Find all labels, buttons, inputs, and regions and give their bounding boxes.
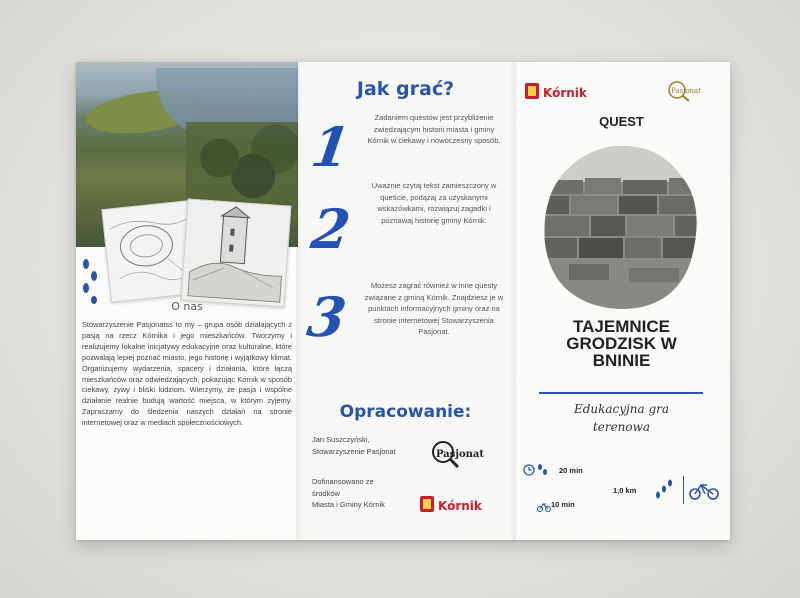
pasjonat-logo-text: Pasjonat bbox=[436, 449, 485, 460]
title-line-2: GRODZISK W bbox=[566, 334, 677, 353]
panel-middle bbox=[298, 62, 513, 540]
about-text: Stowarzyszenie Pasjonatss to my – grupa osób działających z pasją na rzecz Kórnika i jego mieszkańców. Tworzymy i realizujemy lokalne inicjatywy edukacyjne oraz kulturalne, które pozwalają lepiej poznać miasto, jego historię i wyjątkowy klimat. Organizujemy wydarzenia, spacery i działania, które łączą mieszkańców oraz odwiedzających, pokazując Kórnik w sposób ciekawy, żywy i bliski ludziom. Wierzymy, że pasja i wspólne działanie realnie budują wartość miejsca, w którym żyjemy. Zapraszamy do śledzenia naszych działań na stronie internetowej oraz w mediach społecznościowych. bbox=[82, 320, 292, 428]
step-text-1: Zadaniem questów jest przybliżenie zwiedzającym historii miasta i gminy Kórnik w ciekawy i nowoczesny sposób. bbox=[367, 113, 501, 146]
fold-shadow-left bbox=[296, 62, 302, 540]
panel-right bbox=[513, 62, 730, 540]
stone-wall-photo bbox=[539, 142, 703, 312]
kornik-logo-top bbox=[525, 80, 595, 102]
walk-time: 20 min bbox=[559, 466, 583, 475]
quest-label: QUEST bbox=[599, 114, 644, 129]
tower-sketch bbox=[181, 198, 292, 307]
main-title bbox=[513, 318, 730, 369]
subtitle bbox=[533, 400, 710, 436]
panel-left bbox=[76, 62, 298, 540]
subtitle-line-2: terenowa bbox=[592, 420, 651, 434]
kornik-logo-text: Kórnik bbox=[438, 499, 482, 513]
step-number-2: 2 bbox=[307, 197, 355, 261]
bike-time: 10 min bbox=[551, 500, 575, 509]
step-number-3: 3 bbox=[303, 285, 351, 349]
kornik-logo bbox=[420, 494, 490, 514]
step-text-3: Możesz zagrać również w inne questy związane z gminą Kórnik. Znajdziesz je w punktach informacyjnych gminy oraz na stronie internetowej Stowarzyszenia Pasjonat. bbox=[364, 281, 504, 337]
quest-stats bbox=[523, 462, 723, 522]
organization-name: Stowarzyszenie Pasjonat bbox=[312, 446, 396, 456]
kornik-logo-top-text: Kórnik bbox=[543, 86, 587, 100]
funding-line-3: Miasta i Gminy Kórnik bbox=[312, 500, 385, 509]
funding-line-1: Dofinansowano ze bbox=[312, 477, 374, 486]
stats-divider bbox=[683, 476, 684, 504]
fold-shadow-right bbox=[510, 62, 516, 540]
step-number-1: 1 bbox=[307, 115, 355, 179]
subtitle-line-1: Edukacyjna gra bbox=[573, 402, 670, 416]
bike-icon bbox=[537, 502, 551, 514]
title-divider bbox=[539, 392, 703, 394]
funding-line-2: środków bbox=[312, 488, 340, 498]
pasjonat-logo-top bbox=[667, 80, 702, 102]
aerial-trees bbox=[186, 122, 298, 212]
title-line-1: TAJEMNICE bbox=[573, 317, 670, 336]
step-text-2: Uważnie czytaj tekst zamieszczony w queście, podążaj za uzyskanymi wskazówkami, rozwiązuj zagadki i poznawaj historię gminy Kórnik. bbox=[371, 181, 497, 225]
credits-block bbox=[312, 434, 396, 457]
distance: 1,0 km bbox=[613, 486, 637, 495]
title-line-3: BNINIE bbox=[592, 351, 651, 370]
brochure bbox=[76, 62, 730, 540]
pasjonat-logo bbox=[430, 438, 485, 470]
pasjonat-logo-top-text: Pasjonat bbox=[671, 87, 702, 95]
author-name: Jan Suszczyński, bbox=[312, 435, 370, 444]
funding-block bbox=[312, 476, 385, 511]
clock-icon bbox=[523, 464, 535, 478]
how-to-title: Jak grać? bbox=[356, 78, 455, 100]
credits-title: Opracowanie: bbox=[339, 402, 472, 422]
footprints-icon-right bbox=[653, 476, 677, 502]
about-title: O nas bbox=[171, 300, 203, 313]
walking-icon bbox=[537, 464, 549, 478]
bike-icon-large bbox=[689, 482, 719, 502]
